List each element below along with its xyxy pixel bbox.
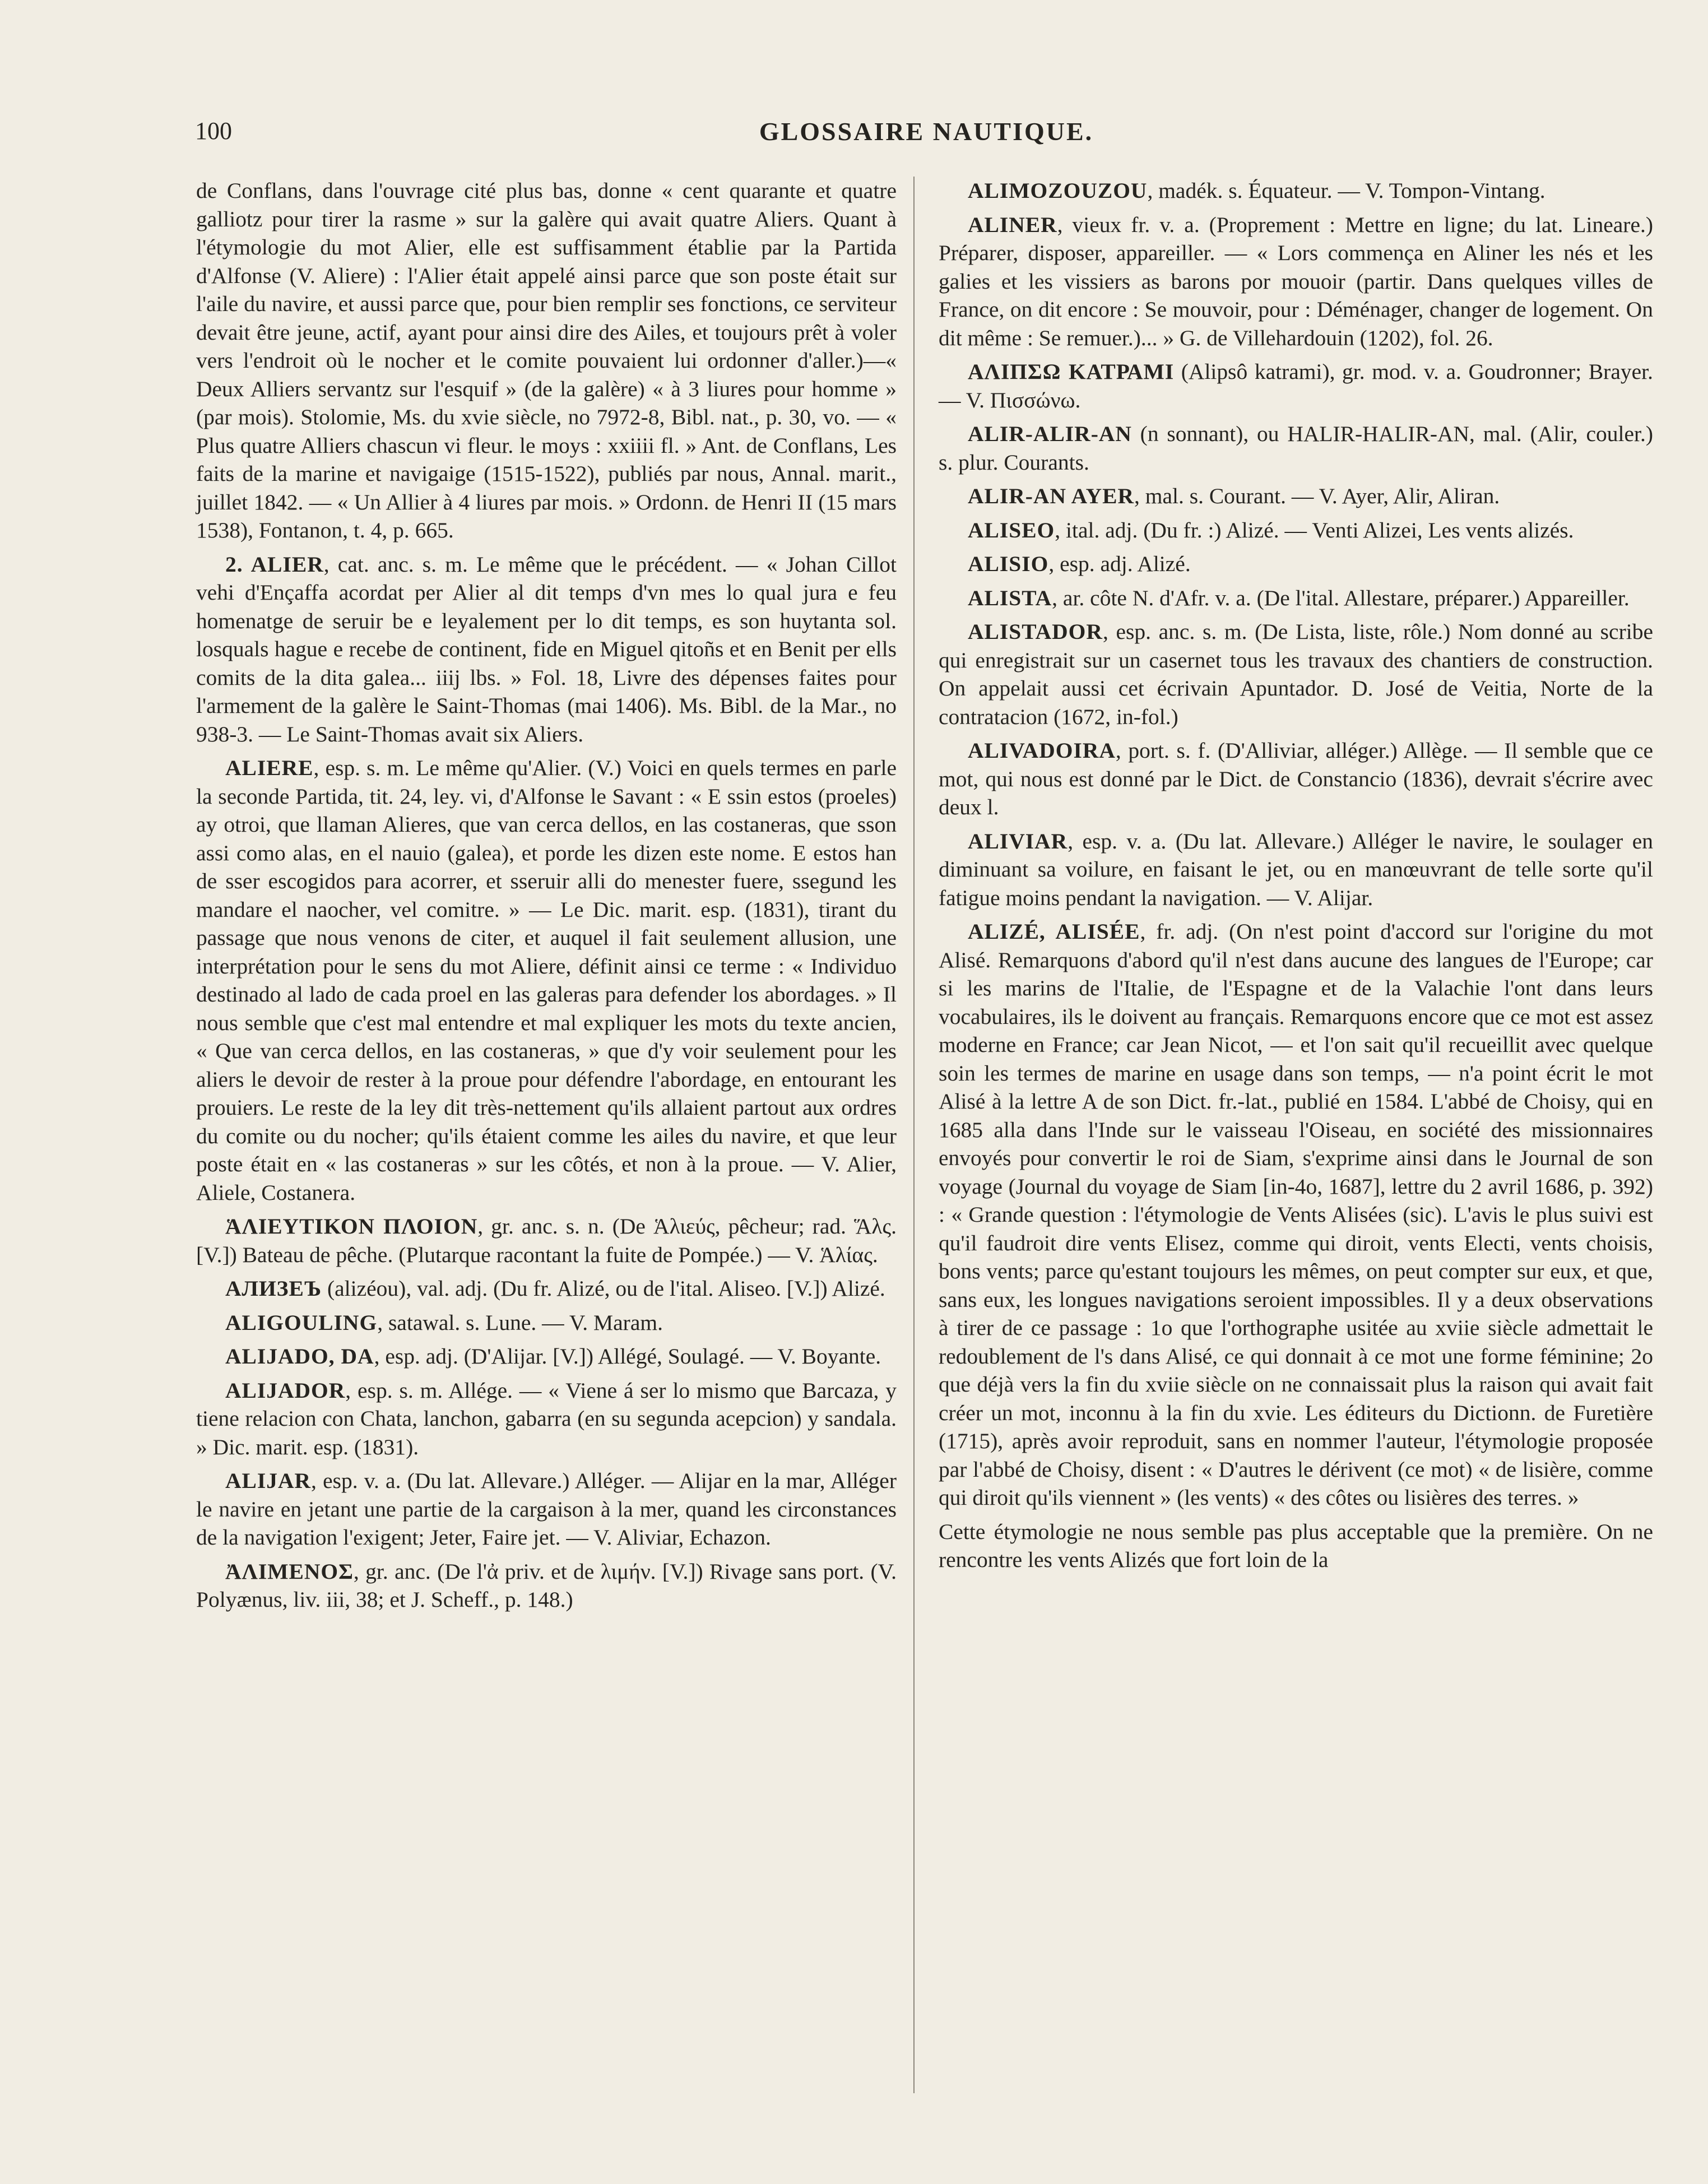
dictionary-entry [939, 827, 1653, 912]
entry-text: (n sonnant), ou HALIR-HALIR-AN, mal. (Alir, couler.) s. plur. Courants. [939, 421, 1653, 475]
dictionary-entry [939, 736, 1653, 822]
dictionary-entry [939, 482, 1653, 511]
entry-headword: ALISEO [968, 517, 1055, 542]
entry-text: , esp. s. m. Le même qu'Alier. (V.) Voici en quels termes en parle la seconde Partida, tit. 24, ley. vi, d'Alfonse le Savant : « E ssin estos (proeles) ay otroi, que llaman Alieres, que van cerca dellos, en las costaneras, que sson assi como alas, en el nauio (galea), et porde les dizen este nome. E estos han de sser escogidos para acorrer, et sseruir alli do menester fuere, ssegund les mandare el naocher, vel comitre. » — Le Dic. marit. esp. (1831), tirant du passage que nous venons de citer, et auquel il fait seulement allusion, une interprétation pour le sens du mot Aliere, définit ainsi ce terme : « Individuo destinado al lado de cada proel en las galeras para defender los abordages. » Il nous semble que c'est mal entendre et mal expliquer les mots du texte ancien, « Que van cerca dellos, en las costaneras, » que d'y voir seulement pour les aliers le devoir de rester à la proue pour défendre l'abordage, en entourant les prouiers. Le reste de la ley dit très-nettement qu'ils allaient partout aux ordres du comite ou du nocher; qu'ils étaient comme les ailes du navire, et que leur poste était en « las costaneras » sur les côtés, et non à la proue. — V. Alier, Aliele, Costanera. [196, 755, 897, 1205]
entry-text: , vieux fr. v. a. (Proprement : Mettre en ligne; du lat. Lineare.) Préparer, disposer, appareiller. — « Lors commença en Aliner les nés et les galies et les vissiers as barons por mouoir (partir. Dans quelques villes de France, on dit encore : Se mouvoir, pour : Déménager, changer de logement. On dit même : Se remuer.)... » G. de Villehardouin (1202), fol. 26. [939, 212, 1653, 350]
dictionary-entry [196, 550, 897, 749]
entry-headword: ALIVADOIRA [968, 738, 1116, 763]
entry-text: , esp. v. a. (Du lat. Allevare.) Alléger le navire, le soulager en diminuant sa voilure, en faisant le jet, ou en manœuvrant de telle sorte qu'il fatigue moins pendant la navigation. — V. Alijar. [939, 828, 1653, 910]
entry-text: , esp. adj. (D'Alijar. [V.]) Allégé, Soulagé. — V. Boyante. [374, 1344, 881, 1369]
entry-headword: ALIJADOR [225, 1378, 346, 1403]
entry-headword: ALIGOULING [225, 1310, 378, 1335]
entry-text: (alizéou), val. adj. (Du fr. Alizé, ou de l'ital. Aliseo. [V.]) Alizé. [322, 1276, 885, 1301]
entry-text: , esp. s. m. Allége. — « Viene á ser lo mismo que Barcaza, y tiene relacion con Chata, lanchon, gabarra (en su segunda acepcion) y sandala. » Dic. marit. esp. (1831). [196, 1378, 897, 1459]
entry-text: , ar. côte N. d'Afr. v. a. (De l'ital. Allestare, préparer.) Appareiller. [1052, 585, 1630, 610]
dictionary-entry [939, 917, 1653, 1512]
page-number: 100 [195, 117, 232, 145]
page-title: GLOSSAIRE NAUTIQUE. [759, 117, 1094, 146]
entry-text: (Alipsô katrami), gr. mod. v. a. Goudronner; Brayer. — V. Πισσώνω. [939, 359, 1654, 412]
running-header [195, 112, 1658, 151]
entry-headword: ἉΛΙΕΥΤΙΚΟΝ ΠΛΟΙΟΝ [225, 1214, 478, 1239]
entry-text: , madék. s. Équateur. — V. Tompon-Vintang. [1147, 178, 1545, 203]
entry-text: , satawal. s. Lune. — V. Maram. [377, 1310, 663, 1335]
column-divider [913, 177, 915, 2093]
entry-headword: ΑΛΙΠΣΩ ΚΑΤΡΑΜΙ [968, 359, 1175, 384]
entry-text: , gr. anc. (De l'ἀ priv. et de λιμήν. [V.]) Rivage sans port. (V. Polyænus, liv. iii, 38; et J. Scheff., p. 148.) [196, 1559, 897, 1612]
dictionary-entry [939, 177, 1653, 205]
entry-text: , cat. anc. s. m. Le même que le précédent. — « Johan Cillot vehi d'Ençaffa acordat per Alier al dit temps d'vn mes lo qual jura e feu homenatge de seruir be e leyalement per lo dit temps, es son huytanta sol. losquals hague e recebe de continent, fide en Miguel qitoñs et en Benit per ells comits de la dita galea... iiij lbs. » Fol. 18, Livre des dépenses faites pour l'armement de la galère le Saint-Thomas (mai 1406). Ms. Bibl. de la Mar., no 938-3. — Le Saint-Thomas avait six Aliers. [196, 551, 897, 746]
entry-headword: ALISTA [968, 585, 1052, 610]
entry-headword: ALISTADOR [968, 619, 1103, 644]
dictionary-entry [939, 211, 1653, 353]
dictionary-entry [196, 754, 897, 1207]
entry-headword: ALINER [968, 212, 1057, 237]
dictionary-entry [939, 584, 1653, 613]
entry-headword: 2. ALIER [225, 551, 324, 577]
dictionary-entry [196, 1212, 897, 1269]
dictionary-entry [196, 177, 897, 545]
entry-headword: ALIMOZOUZOU [968, 178, 1148, 203]
entry-text: , mal. s. Courant. — V. Ayer, Alir, Aliran. [1134, 484, 1500, 508]
dictionary-entry [939, 550, 1653, 578]
dictionary-entry [196, 1274, 897, 1303]
entry-headword: ALIR-ALIR-AN [968, 421, 1132, 446]
right-column [939, 177, 1653, 1580]
entry-text: , gr. anc. s. n. (De Ἁλιεύς, pêcheur; rad. Ἅλς. [V.]) Bateau de pêche. (Plutarque racontant la fuite de Pompée.) — V. Ἁλίας. [196, 1214, 897, 1267]
dictionary-entry [939, 358, 1653, 414]
entry-headword: АЛИЗЕЪ [225, 1276, 322, 1301]
entry-text: , port. s. f. (D'Alliviar, alléger.) Allège. — Il semble que ce mot, qui nous est donné par le Dict. de Constancio (1836), devrait s'écrire avec deux l. [939, 738, 1653, 819]
entry-text: , fr. adj. (On n'est point d'accord sur l'origine du mot Alisé. Remarquons d'abord qu'il n'est dans aucune des langues de l'Europe; car si les marins de l'Italie, de l'Espagne et de la Valachie l'ont dans leurs vocabulaires, ils le doivent au français. Remarquons encore que ce mot est assez moderne en France; car Jean Nicot, — et l'on sait qu'il recueillit avec quelque soin les termes de marine en usage dans son temps, — n'a point écrit le mot Alisé à la lettre A de son Dict. fr.-lat., publié en 1584. L'abbé de Choisy, qui en 1685 alla dans l'Inde sur le vaisseau l'Oiseau, en société des missionnaires envoyés pour convertir le roi de Siam, s'exprime ainsi dans le Journal de son voyage (Journal du voyage de Siam [in-4o, 1687], lettre du 2 avril 1686, p. 392) : « Grande question : l'étymologie de Vents Alisées (sic). L'avis le plus suivi est qu'il faudroit dire vents Elisez, comme qui diroit, vents Electi, vents choisis, bons vents; parce qu'estant toujours les mêmes, on peut compter sur eux, et que, sans eux, les longues navigations seroient impossibles. Il y a deux observations à tirer de ce passage : 1o que l'orthographe usitée au xviie siècle admettait le redoublement de l's dans Alisé, ce qui donnait à ce mot une forme féminine; 2o que déjà vers la fin du xviie siècle on ne connaissait plus la raison qui avait fait créer un mot, inconnu à la fin du xvie. Les éditeurs du Dictionn. de Furetière (1715), après avoir reproduit, sans en nommer l'auteur, l'étymologie proposée par l'abbé de Choisy, disent : « D'autres le dérivent (ce mot) « de lisière, comme qui diroit qu'ils viennent » (les vents) « des côtes ou lisières des terres. » [939, 919, 1654, 1510]
entry-text: , esp. v. a. (Du lat. Allevare.) Alléger. — Alijar en la mar, Alléger le navire en jetant une partie de la cargaison à la mer, quand les circonstances de la navigation l'exigent; Jeter, Faire jet. — V. Aliviar, Echazon. [196, 1468, 897, 1550]
dictionary-entry [939, 516, 1653, 545]
entry-headword: ALIVIAR [968, 828, 1068, 854]
entry-text: , esp. anc. s. m. (De Lista, liste, rôle.) Nom donné au scribe qui enregistrait sur un casernet tous les travaux des chantiers de construction. On appelait aussi cet écrivain Apuntador. D. José de Veitia, Norte de la contratacion (1672, in-fol.) [939, 619, 1653, 729]
entry-text: de Conflans, dans l'ouvrage cité plus bas, donne « cent quarante et quatre galliotz pour tirer la rasme » sur la galère qui avait quatre Aliers. Quant à l'étymologie du mot Alier, elle est suffisamment établie par la Partida d'Alfonse (V. Aliere) : l'Alier était appelé ainsi parce que son poste était sur l'aile du navire, et aussi parce que, pour bien remplir ses fonctions, ce serviteur devait être jeune, actif, ayant pour ainsi dire des Ailes, et toujours prêt à voler vers l'endroit où le nocher et le comite pouvaient lui ordonner d'aller.)—« Deux Alliers servantz sur l'esquif » (de la galère) « à 3 liures pour homme » (par mois). Stolomie, Ms. du xvie siècle, no 7972-8, Bibl. nat., p. 30, vo. — « Plus quatre Alliers chascun vi fleur. le moys : xxiiii fl. » Ant. de Conflans, Les faits de la marine et navigaige (1515-1522), publiés par nous, Annal. marit., juillet 1842. — « Un Allier à 4 liures par mois. » Ordonn. de Henri II (15 mars 1538), Fontanon, t. 4, p. 665. [196, 178, 897, 542]
dictionary-entry [196, 1309, 897, 1337]
dictionary-entry [939, 420, 1653, 476]
dictionary-entry [196, 1376, 897, 1462]
dictionary-entry [196, 1557, 897, 1614]
entry-headword: ALISIO [968, 551, 1049, 576]
entry-headword: ἈΛΙΜΕΝΟΣ [225, 1559, 354, 1584]
entry-headword: ALIERE [225, 755, 314, 780]
dictionary-entry [939, 618, 1653, 731]
entry-text: Cette étymologie ne nous semble pas plus acceptable que la première. On ne rencontre les vents Alizés que fort loin de la [939, 1519, 1653, 1572]
dictionary-entry [939, 1518, 1653, 1574]
left-column [196, 177, 897, 1620]
entry-headword: ALIJAR [225, 1468, 312, 1493]
dictionary-entry [196, 1342, 897, 1371]
entry-text: , ital. adj. (Du fr. :) Alizé. — Venti Alizei, Les vents alizés. [1055, 517, 1574, 542]
dictionary-entry [196, 1467, 897, 1552]
entry-headword: ALIJADO, DA [225, 1344, 374, 1369]
entry-text: , esp. adj. Alizé. [1048, 551, 1191, 576]
entry-headword: ALIR-AN AYER [968, 484, 1134, 508]
entry-headword: ALIZÉ, ALISÉE [968, 919, 1140, 944]
